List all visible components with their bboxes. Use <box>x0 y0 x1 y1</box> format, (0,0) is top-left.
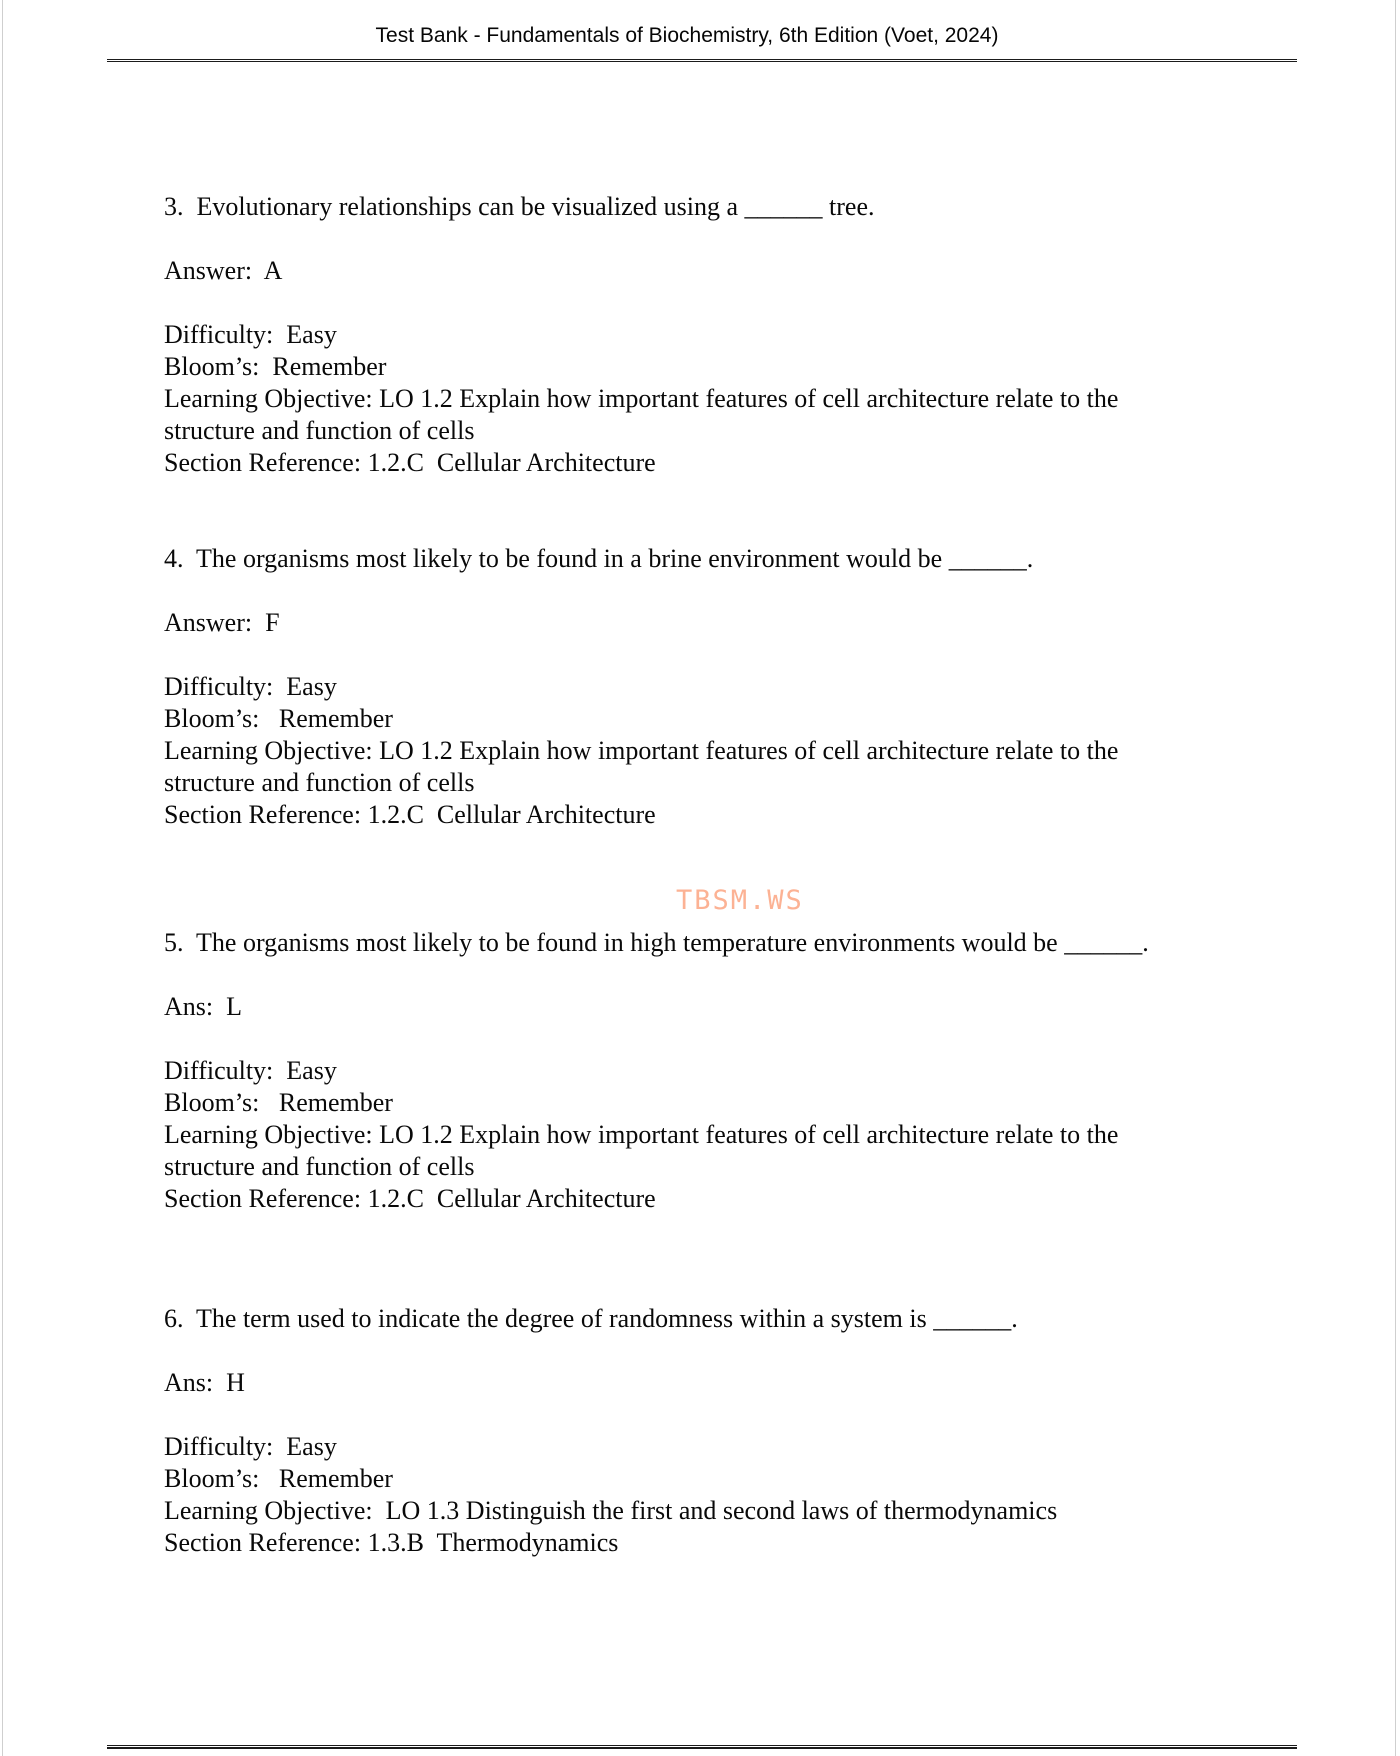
watermark-text: TBSM.WS <box>676 885 804 916</box>
question-3-section-line: Section Reference: 1.2.C Cellular Architecture <box>164 448 656 477</box>
question-5-blooms-line: Bloom’s: Remember <box>164 1088 393 1117</box>
question-4-objective-line-1: Learning Objective: LO 1.2 Explain how important features of cell architecture relate to the <box>164 736 1119 765</box>
question-4-blooms-line: Bloom’s: Remember <box>164 704 393 733</box>
question-3-objective-line-2: structure and function of cells <box>164 416 475 445</box>
question-4-section-line: Section Reference: 1.2.C Cellular Architecture <box>164 800 656 829</box>
footer-rule <box>107 1745 1297 1749</box>
question-6-answer-line: Ans: H <box>164 1368 245 1397</box>
question-3-difficulty-line: Difficulty: Easy <box>164 320 337 349</box>
question-4-answer-line: Answer: F <box>164 608 280 637</box>
question-3-blooms-line: Bloom’s: Remember <box>164 352 387 381</box>
question-6-section-line: Section Reference: 1.3.B Thermodynamics <box>164 1528 619 1557</box>
question-6-blooms-line: Bloom’s: Remember <box>164 1464 393 1493</box>
question-6-text: 6. The term used to indicate the degree of randomness within a system is ______. <box>164 1304 1018 1333</box>
question-5-objective-line-1: Learning Objective: LO 1.2 Explain how important features of cell architecture relate to the <box>164 1120 1119 1149</box>
question-4-difficulty-line: Difficulty: Easy <box>164 672 337 701</box>
question-6-objective-line-1: Learning Objective: LO 1.3 Distinguish the first and second laws of thermodynamics <box>164 1496 1058 1525</box>
page-left-edge <box>2 0 3 1756</box>
page-right-edge <box>1395 0 1396 1756</box>
question-4-objective-line-2: structure and function of cells <box>164 768 475 797</box>
question-5-section-line: Section Reference: 1.2.C Cellular Architecture <box>164 1184 656 1213</box>
question-3-text: 3. Evolutionary relationships can be visualized using a ______ tree. <box>164 192 875 221</box>
question-5-objective-line-2: structure and function of cells <box>164 1152 475 1181</box>
question-5-difficulty-line: Difficulty: Easy <box>164 1056 337 1085</box>
header-rule <box>107 59 1297 62</box>
question-5-text: 5. The organisms most likely to be found in high temperature environments would be ______. <box>164 928 1149 957</box>
question-6-difficulty-line: Difficulty: Easy <box>164 1432 337 1461</box>
question-3-objective-line-1: Learning Objective: LO 1.2 Explain how important features of cell architecture relate to the <box>164 384 1119 413</box>
question-4-text: 4. The organisms most likely to be found in a brine environment would be ______. <box>164 544 1034 573</box>
question-5-answer-line: Ans: L <box>164 992 242 1021</box>
page-header-title: Test Bank - Fundamentals of Biochemistry, 6th Edition (Voet, 2024) <box>375 24 999 47</box>
question-3-answer-line: Answer: A <box>164 256 283 285</box>
